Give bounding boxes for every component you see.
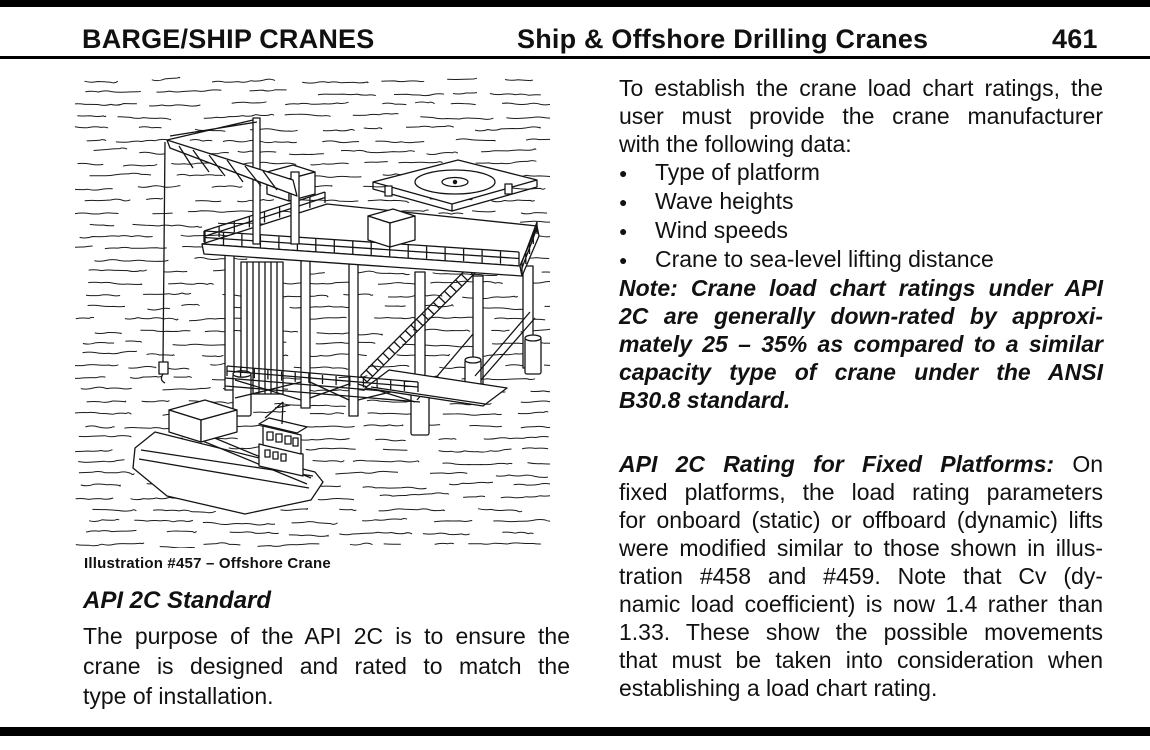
text-line: crane is designed and rated to match the — [83, 653, 570, 679]
bullet-icon: ● — [619, 252, 628, 268]
boom-pendant-lines — [167, 120, 257, 140]
page-number: 461 — [1052, 24, 1098, 54]
text-line: B30.8 standard. — [619, 387, 791, 413]
fixed-platforms-paragraph — [619, 450, 1103, 702]
bullet-icon: ● — [619, 194, 628, 210]
chapter-title: Ship & Offshore Drilling Cranes — [517, 24, 929, 54]
section-title: BARGE/SHIP CRANES — [82, 24, 375, 54]
text-line: capacity type of crane under the ANSI — [619, 359, 1103, 385]
bullet-text: Wave heights — [655, 188, 794, 214]
offshore-crane-illustration — [75, 76, 550, 548]
bullet-text: Type of platform — [655, 159, 820, 185]
illustration-caption: Illustration #457 – Offshore Crane — [84, 555, 331, 572]
list-item — [619, 158, 1103, 187]
text-line: tration #458 and #459. Note that Cv (dy- — [619, 563, 1103, 589]
bullet-text: Crane to sea-level lifting distance — [655, 246, 994, 272]
top-rule — [0, 0, 1150, 7]
text-line: The purpose of the API 2C is to ensure the — [83, 623, 570, 649]
text-line: with the following data: — [619, 131, 852, 157]
supply-barge — [133, 400, 323, 514]
paragraph-gap — [619, 414, 1103, 450]
text-line: fixed platforms, the load rating parameters — [619, 479, 1103, 505]
bullet-text: Wind speeds — [655, 217, 788, 243]
text-line: user must provide the crane manufacturer — [619, 103, 1103, 129]
offshore-platform — [133, 118, 541, 514]
wheelhouse — [259, 402, 307, 476]
helipad — [373, 160, 537, 211]
data-bullet-list — [619, 158, 1103, 274]
text-line: were modified similar to those shown in illus- — [619, 535, 1103, 561]
text-line — [619, 450, 1103, 478]
offshore-crane-drawing — [75, 76, 550, 548]
text-line: establishing a load chart rating. — [619, 675, 938, 701]
bottom-rule — [0, 727, 1150, 736]
text-line: 1.33. These show the possible movements — [619, 619, 1103, 645]
text-line: 2C are generally down-rated by approxi- — [619, 303, 1103, 329]
text-line: Note: Crane load chart ratings under API — [619, 275, 1103, 301]
right-column — [619, 74, 1103, 702]
note-paragraph — [619, 274, 1103, 414]
api-2c-standard-heading: API 2C Standard — [83, 587, 272, 614]
text-run: On — [1054, 451, 1104, 477]
header-rule — [0, 56, 1150, 59]
platform-leg — [349, 264, 358, 416]
text-line: for onboard (static) or offboard (dynamic) lifts — [619, 507, 1103, 533]
bullet-icon: ● — [619, 165, 628, 181]
list-item — [619, 187, 1103, 216]
text-line: that must be taken into consideration when — [619, 647, 1103, 673]
intro-paragraph — [619, 74, 1103, 158]
list-item — [619, 245, 1103, 274]
text-line: mately 25 – 35% as compared to a similar — [619, 331, 1103, 357]
text-line: To establish the crane load chart ratings, the — [619, 75, 1103, 101]
hoist-line — [159, 142, 168, 383]
api-2c-standard-paragraph — [83, 621, 570, 711]
text-line: type of installation. — [83, 683, 274, 709]
crane-boom — [167, 120, 297, 196]
bullet-icon: ● — [619, 223, 628, 239]
text-line: namic load coefficient) is now 1.4 rather than — [619, 591, 1103, 617]
list-item — [619, 216, 1103, 245]
run-in-heading: API 2C Rating for Fixed Platforms: — [619, 451, 1055, 477]
